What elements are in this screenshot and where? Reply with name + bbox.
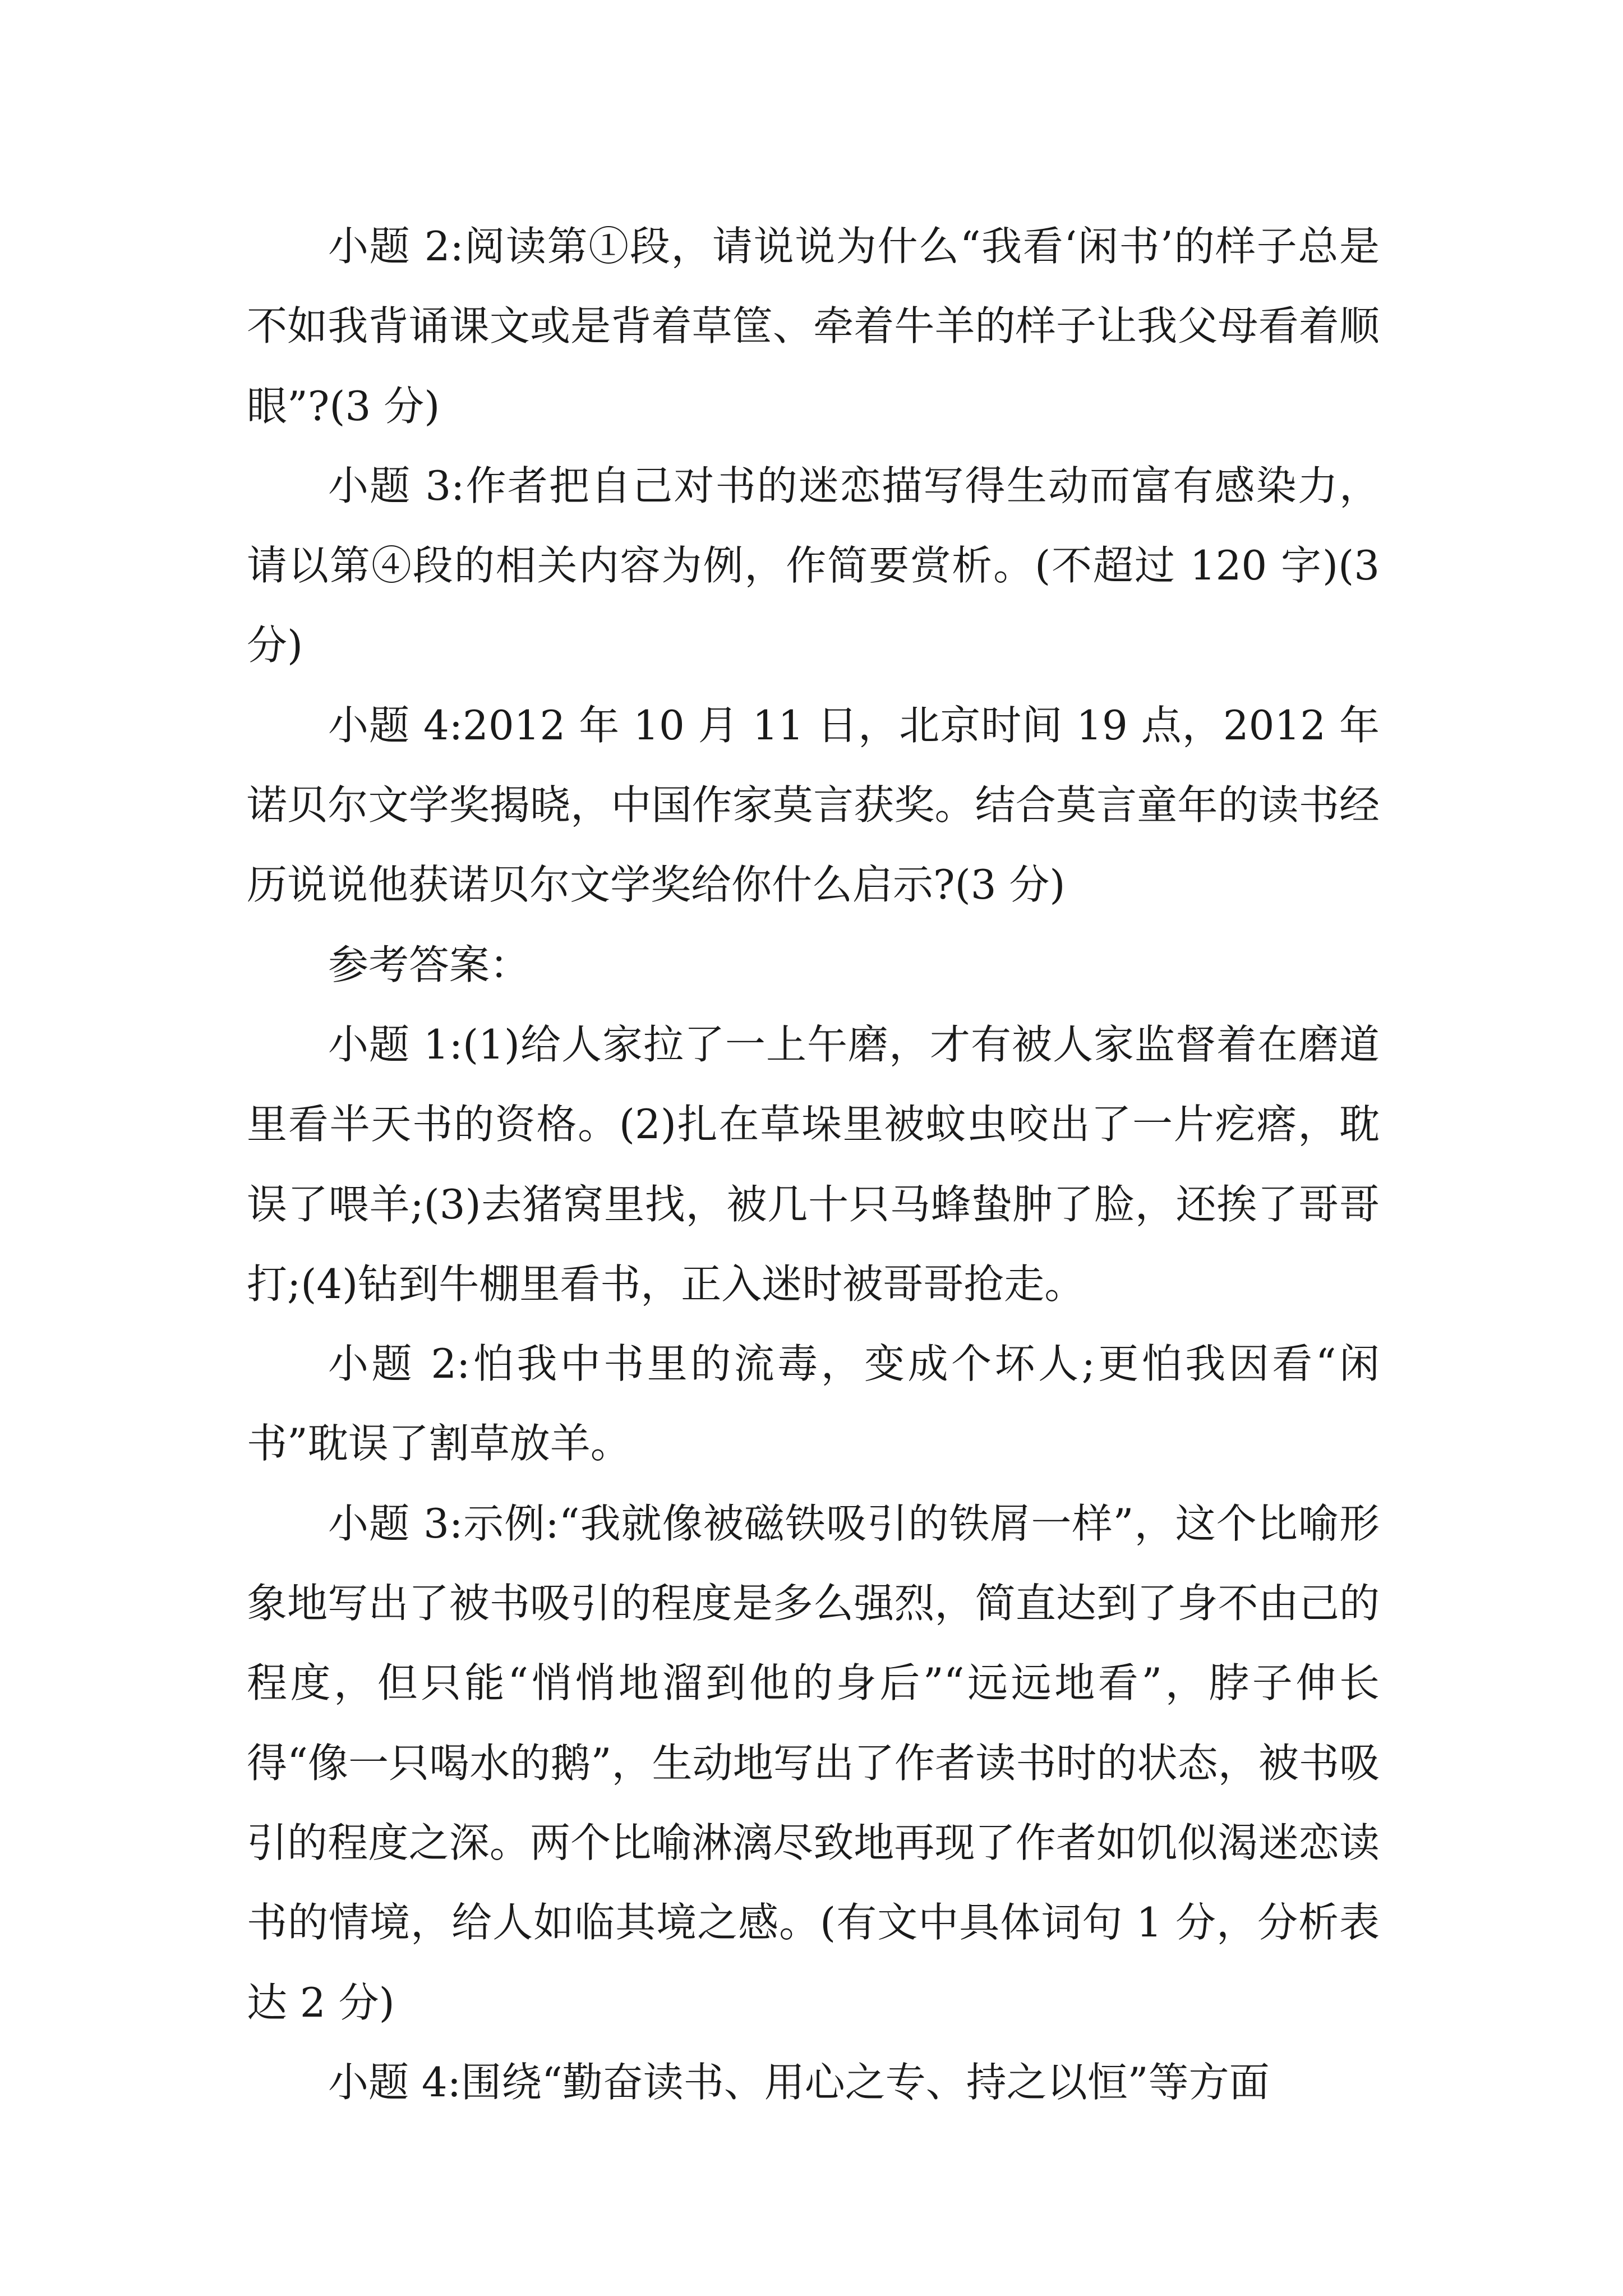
question-3-paragraph: 小题 3:作者把自己对书的迷恋描写得生动而富有感染力，请以第④段的相关内容为例，作简要赏析。(不超过 120 字)(3 分) — [247, 462, 1393, 669]
question-2-paragraph: 小题 2:阅读第①段，请说说为什么“我看‘闲书’的样子总是不如我背诵课文或是背着草筐、牵着牛羊的样子让我父母看着顺眼”?(3 分) — [247, 223, 1380, 430]
document-body — [247, 206, 1393, 2122]
answer-key-heading: 参考答案： — [328, 941, 531, 988]
answer-4-paragraph: 小题 4:围绕“勤奋读书、用心之专、持之以恒”等方面 — [328, 2058, 1270, 2106]
answer-1-paragraph: 小题 1:(1)给人家拉了一上午磨，才有被人家监督着在磨道里看半天书的资格。(2)扎在草垛里被蚊虫咬出了一片疙瘩，耽误了喂羊;(3)去猪窝里找，被几十只马蜂蛰肿了脸，还挨了哥哥打;(4)钻到牛棚里看书，正入迷时被哥哥抢走。 — [247, 1020, 1380, 1308]
answer-3-paragraph: 小题 3:示例:“我就像被磁铁吸引的铁屑一样”，这个比喻形象地写出了被书吸引的程度是多么强烈，简直达到了身不由己的程度，但只能“悄悄地溜到他的身后”“远远地看”，脖子伸长得“像一只喝水的鹅”，生动地写出了作者读书时的状态，被书吸引的程度之深。两个比喻淋漓尽致地再现了作者如饥似渴迷恋读书的情境，给人如临其境之感。(有文中具体词句 1 分，分析表达 2 分) — [247, 1499, 1380, 2026]
question-4-paragraph: 小题 4:2012 年 10 月 11 日，北京时间 19 点，2012 年诺贝尔文学奖揭晓，中国作家莫言获奖。结合莫言童年的读书经历说说他获诺贝尔文学奖给你什么启示?(3 分) — [247, 701, 1380, 909]
answer-2-paragraph: 小题 2:怕我中书里的流毒，变成个坏人;更怕我因看“闲书”耽误了割草放羊。 — [247, 1340, 1380, 1467]
